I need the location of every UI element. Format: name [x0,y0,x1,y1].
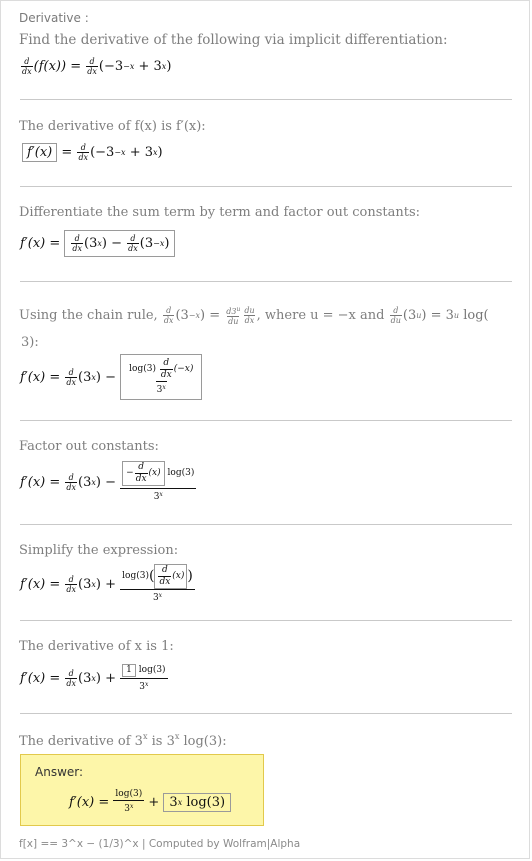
step-5-derivative-op [65,575,77,594]
step-1-derivative-op [77,143,89,162]
step-3-chain-op-3 [243,306,255,325]
divider [20,620,512,621]
step-3-boxed-fraction [128,358,194,396]
step-3-chain-op-1 [163,306,175,325]
step-4-den-exponent: x [159,491,163,498]
divider [20,524,512,525]
step-3-chain-op-2 [225,305,241,326]
step-3-text-a: Using the chain rule, [19,307,158,323]
divider [20,186,512,187]
chain-du-4: du [390,315,401,325]
step-2-derivative-op-2 [127,234,139,253]
chain-exponent-4: u [416,310,422,320]
step-6-d: d [68,668,74,678]
step-6-den-exponent: x [145,680,149,688]
answer-equation [69,787,231,817]
problem-rhs-derivative-op [86,57,98,76]
divider [20,281,512,282]
problem-prompt: Find the derivative of the following via implicit differentiation: [19,32,448,48]
answer-plus: + [148,794,160,810]
step-5-log: log(3) [122,571,149,581]
answer-fraction [114,789,143,815]
step-5-term-base: (3 [78,576,92,592]
step-5-term-exponent: x [91,579,96,589]
step-5-equation [20,564,195,604]
answer-numerator: log(3) [115,789,143,799]
lhs-d: d [24,56,30,66]
lhs-argument: (f(x)) = [33,58,82,74]
chain-dx-1: dx [163,315,174,325]
step-4-term-base: (3 [78,474,92,490]
step-5-denominator [120,589,195,604]
step-5-paren-close: ) [187,568,193,584]
chain-num-2-text: d3 [226,306,237,316]
step-7-text [19,732,227,749]
chain-close-1: ) = [200,307,221,323]
answer-highlight-box [163,793,231,812]
step-5-lhs: f′(x) = [20,576,61,592]
step-1-box-text: f′(x) [27,144,53,160]
step-6-term-exponent: x [91,673,96,683]
step-4-inner-d: d [138,462,144,472]
step-5-fraction [121,564,194,604]
step-6-derivative-op [65,669,77,688]
chain-base-4: (3 [402,307,417,323]
step-3-highlight-box [120,354,202,400]
step-5-inner-arg: (x) [172,571,185,581]
rhs-d: d [89,56,95,66]
step-3-d: d [68,367,74,377]
answer-label: Answer: [35,765,84,779]
step-6-highlight-box [122,664,136,677]
step-4-minus: − [126,468,134,478]
step-4-term-exponent: x [91,477,96,487]
answer-den-exponent: x [129,803,134,810]
pod-title-colon: : [84,11,89,25]
step-4-term-close: ) − [95,474,117,490]
step-3-chain-op-4 [390,306,402,325]
step-7-text-b: is 3 [147,734,175,749]
step-7-text-c: log(3): [179,734,227,749]
step-1-equation [22,140,163,164]
chain-d-4: d [393,305,399,315]
step-6-lhs: f′(x) = [20,670,61,686]
step-1-close: ) [157,144,163,160]
step-6-den-base: 3 [139,681,146,692]
step-3-derivative-op [65,368,77,387]
step-1-term-b: + 3 [129,144,153,160]
step-4-fraction [121,461,195,503]
step-5-numerator [121,564,194,589]
chain-base-1: (3 [175,307,189,323]
step-2-text: Differentiate the sum term by term and factor out constants: [19,205,421,220]
chain-den-2: du [228,316,239,326]
chain-d-1: d [166,305,172,315]
step-4-inner-derivative-op [135,462,148,485]
pod-title [19,11,89,25]
step-2-term-1-base: (3 [84,235,98,251]
step-5-inner-derivative-op [158,565,171,588]
step-4-inner-dx: dx [135,474,147,484]
step-4-dx: dx [66,482,77,492]
chain-result-exponent: u [453,310,460,320]
step-5-highlight-box [154,564,187,589]
step-2-d-2: d [130,233,136,243]
answer-lhs: f′(x) = [69,794,110,810]
step-3-dx: dx [66,377,77,387]
step-1-text: The derivative of f(x) is f′(x): [19,119,206,134]
chain-num-3: du [244,305,255,315]
step-6-fraction [121,664,166,693]
pod-title-text: Derivative [19,11,81,25]
step-3-text-b: , where u = −x and [256,307,385,323]
step-2-term-2-base: (3 [139,235,154,251]
step-6-denominator [120,678,167,693]
step-2-highlight-box [64,230,175,257]
step-7-text-a: The derivative of 3 [19,734,143,749]
step-5-d: d [68,574,74,584]
divider [20,713,512,714]
step-3-text [19,301,489,329]
step-7-exponent-a: x [142,732,148,741]
boxed-dx: dx [160,370,172,380]
step-4-inner-arg: (x) [148,468,161,478]
answer-box-log: log(3) [186,794,226,810]
step-5-inner-dx: dx [159,577,171,587]
step-1-dx: dx [78,152,89,162]
answer-box [20,754,264,826]
step-3-term-close: ) − [95,369,117,385]
step-1-d: d [80,142,86,152]
rhs-term-b: + 3 [138,58,162,74]
step-2-dx-1: dx [72,243,83,253]
answer-den-base: 3 [124,804,130,814]
step-1-term-a-exponent: −x [114,147,126,157]
chain-exponent-1: −x [188,310,201,320]
footer-text: f[x] == 3^x − (1/3)^x | Computed by Wolfram|Alpha [19,838,301,850]
step-6-dx: dx [66,678,77,688]
step-2-dx-2: dx [128,243,138,253]
problem-equation [20,54,171,78]
step-2-derivative-op-1 [71,234,83,253]
chain-num-2 [225,305,241,316]
step-4-denominator [120,488,196,503]
step-5-den-base: 3 [152,593,159,603]
step-3-text-c: 3): [21,335,39,350]
step-6-numerator [121,664,166,678]
step-5-den-exponent: x [158,592,163,599]
step-7-exponent-b: x [174,732,180,741]
step-6-term-close: ) + [95,670,117,686]
step-2-d-1: d [74,233,80,243]
step-3-equation [20,356,202,398]
step-3-boxed-numerator [128,358,194,381]
step-6-term-base: (3 [78,670,92,686]
step-1-term-a: (−3 [90,144,115,160]
step-5-dx: dx [66,584,77,594]
boxed-derivative-op [160,358,173,381]
answer-denominator [113,800,144,815]
step-3-term-exponent: x [91,372,96,382]
boxed-d: d [163,358,170,368]
rhs-term-a-exponent: −x [123,61,135,71]
step-2-term-2-exponent: −x [153,238,165,248]
step-4-highlight-box [122,461,165,486]
step-1-highlight-box [22,143,57,162]
step-6-box-value: 1 [126,664,132,675]
rhs-close: ) [166,58,172,74]
step-1-term-b-exponent: x [152,147,158,157]
step-5-term-close: ) + [95,576,117,592]
boxed-arg: (−x) [173,364,194,374]
step-2-lhs: f′(x) = [20,235,61,251]
chain-close-4: ) = 3 [421,307,454,323]
step-6-text: The derivative of x is 1: [19,639,174,654]
answer-box-base: 3 [169,794,178,810]
chain-log: log( [463,307,489,323]
step-4-log: log(3) [167,468,195,478]
step-2-term-1-exponent: x [97,238,102,248]
rhs-term-a: (−3 [98,58,124,74]
boxed-log: log(3) [129,364,156,374]
problem-lhs-derivative-op [21,57,33,76]
boxed-den-base: 3 [156,385,163,395]
rhs-dx: dx [87,66,97,76]
step-4-lhs: f′(x) = [20,474,61,490]
rhs-term-b-exponent: x [161,61,167,71]
step-2-term-2-close: ) [164,235,170,251]
step-4-den-base: 3 [153,492,160,502]
step-3-term-base: (3 [78,369,92,385]
divider [20,99,512,100]
step-4-d: d [68,472,74,482]
step-1-equals: = [61,144,73,160]
step-3-boxed-denominator [156,381,167,396]
step-2-equation [20,228,175,258]
step-6-equation [20,660,168,696]
step-4-derivative-op [65,473,77,492]
lhs-dx: dx [22,66,32,76]
step-5-inner-d: d [161,565,168,575]
step-4-numerator [121,461,195,488]
chain-den-3: dx [244,315,255,325]
step-4-text: Factor out constants: [19,439,159,454]
step-5-text: Simplify the expression: [19,543,179,558]
boxed-den-exponent: x [162,384,166,391]
step-3-lhs: f′(x) = [20,369,61,385]
chain-num-2-exponent: u [236,305,241,313]
answer-box-exponent: x [177,797,183,807]
step-4-equation [20,460,196,504]
step-6-log: log(3) [138,664,166,675]
step-2-term-1-close: ) − [101,235,123,251]
step-5-paren-open: ( [148,568,155,584]
divider [20,420,512,421]
